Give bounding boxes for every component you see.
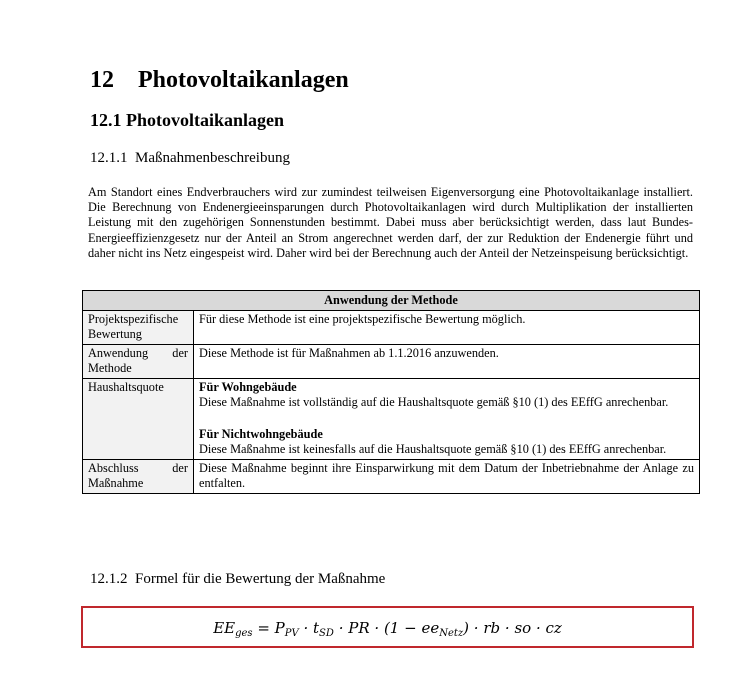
formula-lhs-sub: ges (235, 628, 253, 639)
section-title: Photovoltaikanlagen (126, 110, 285, 130)
table-row (83, 378, 700, 459)
chapter-number: 12 (90, 67, 114, 93)
formula-p-sub: PV (284, 628, 299, 639)
formula-dot: · (500, 619, 515, 637)
description-paragraph: Am Standort eines Endverbrauchers wird zur zumindest teilweisen Eigenversorgung eine Photovoltaikanlage installiert. Die Berechnung von Endenergieeinsparungen durch Photovoltaikanlagen wird durch Multiplikation der installierten Leistung mit den zugehörigen Sonnenstunden bestimmt. Dabei muss aber berücksichtigt werden, dass laut Bundes-Energieeffizienzgesetz nur der Anteil an Strom angerechnet werden darf, der zur Reduktion der Endenergie führt und daher nicht ins Netz eingespeist wird. Daher wird bei der Berechnung auch der Anteil der Netzeinspeisung berücksichtigt. (88, 185, 693, 260)
subsection-title: Maßnahmenbeschreibung (135, 150, 290, 166)
formula-paren-open: (1 − (383, 619, 422, 637)
chapter-title: Photovoltaikanlagen (138, 67, 349, 93)
formula-rb: rb (483, 619, 501, 637)
row-value-household (194, 378, 700, 459)
formula-t-sub: SD (319, 628, 334, 639)
formula-cz: cz (545, 619, 562, 637)
formula-so: so (514, 619, 532, 637)
formula-dot: · (369, 619, 384, 637)
row-label: Projektspezifische Bewertung (83, 310, 194, 344)
formula-equals: = (252, 619, 275, 637)
formula (83, 618, 692, 644)
row-label: Haushaltsquote (83, 378, 194, 459)
method-table (82, 290, 700, 494)
formula-dot: · (469, 619, 484, 637)
formula-dot: · (333, 619, 349, 637)
subsection-number: 12.1.2 (90, 571, 128, 587)
formula-pr: PR (348, 619, 370, 637)
table-row (83, 310, 700, 344)
formula-box (81, 606, 694, 648)
table-row (83, 459, 700, 493)
formula-t: t (313, 619, 320, 637)
subsection-title: Formel für die Bewertung der Maßnahme (135, 571, 386, 587)
row-value: Diese Methode ist für Maßnahmen ab 1.1.2016 anzuwenden. (194, 344, 700, 378)
formula-dot: · (298, 619, 314, 637)
section-heading (90, 109, 284, 131)
chapter-heading (90, 66, 349, 94)
row-label: Abschluss der Maßnahme (83, 459, 194, 493)
row-label: Anwendung der Methode (83, 344, 194, 378)
residential-subheading: Für Wohngebäude (199, 379, 297, 394)
formula-paren-close: ) (463, 619, 470, 637)
nonresidential-subheading: Für Nichtwohngebäude (199, 426, 323, 441)
subsection-heading-description (90, 149, 290, 167)
row-value: Diese Maßnahme beginnt ihre Einsparwirkung mit dem Datum der Inbetriebnahme der Anlage zu entfalten. (194, 459, 700, 493)
formula-lhs: EE (213, 619, 236, 637)
formula-ee: ee (421, 619, 440, 637)
row-value: Für diese Methode ist eine projektspezifische Bewertung möglich. (194, 310, 700, 344)
formula-p: P (274, 619, 285, 637)
section-number: 12.1 (90, 110, 122, 130)
subsection-heading-formula (90, 570, 385, 588)
table-row (83, 344, 700, 378)
table-header: Anwendung der Methode (83, 291, 700, 311)
subsection-number: 12.1.1 (90, 150, 128, 166)
formula-dot: · (531, 619, 546, 637)
nonresidential-text: Diese Maßnahme ist keinesfalls auf die Haushaltsquote gemäß §10 (1) des EEffG anrechenbar. (199, 442, 667, 456)
residential-text: Diese Maßnahme ist vollständig auf die Haushaltsquote gemäß §10 (1) des EEffG anrechenbar. (199, 395, 669, 409)
formula-ee-sub: Netz (439, 628, 464, 639)
spacer (199, 411, 694, 427)
